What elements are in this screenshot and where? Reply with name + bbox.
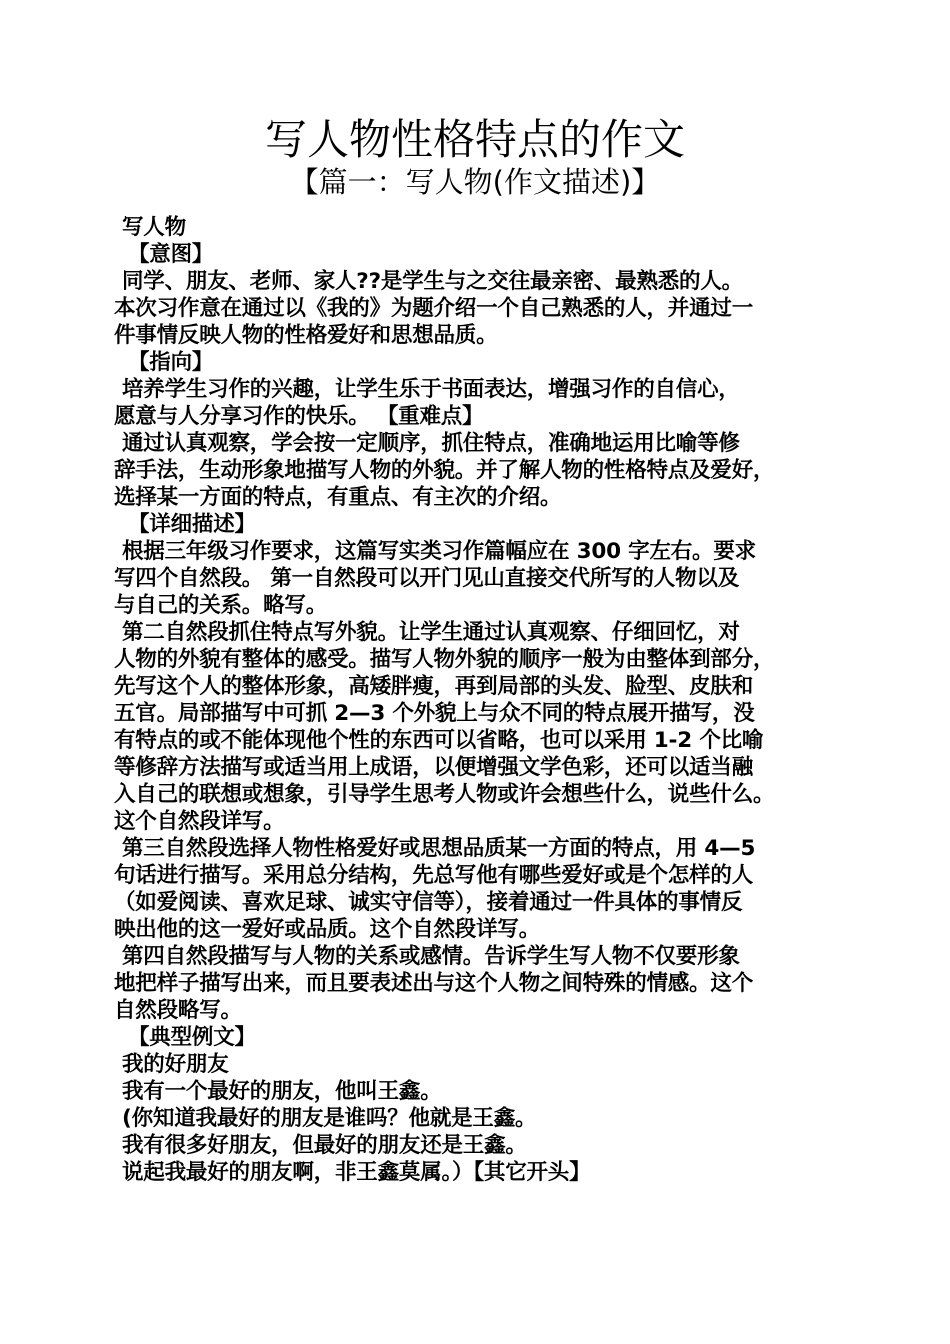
example-title: 我的好朋友 xyxy=(122,1052,229,1077)
paragraph-line: 等修辞方法描写或适当用上成语，以便增强文学色彩，还可以适当融 xyxy=(114,755,754,780)
paragraph-line: 这个自然段详写。 xyxy=(114,809,285,834)
paragraph-line: 同学、朋友、老师、家人??是学生与之交往最亲密、最熟悉的人。 xyxy=(122,269,743,294)
document-title: 写人物性格特点的作文 xyxy=(264,115,685,164)
paragraph-line: 本次习作意在通过以《我的》为题介绍一个自己熟悉的人，并通过一 xyxy=(114,296,754,321)
paragraph-line: （如爱阅读、喜欢足球、诚实守信等），接着通过一件具体的事情反 xyxy=(114,890,743,915)
example-line: 我有很多好朋友，但最好的朋友还是王鑫。 xyxy=(122,1133,527,1158)
paragraph-line: 人物的外貌有整体的感受。描写人物外貌的顺序一般为由整体到部分， xyxy=(114,647,775,672)
paragraph-line: 第二自然段抓住特点写外貌。让学生通过认真观察、仔细回忆，对 xyxy=(122,620,740,645)
paragraph-line: 辞手法，生动形象地描写人物的外貌。并了解人物的性格特点及爱好， xyxy=(114,458,775,483)
example-line: 说起我最好的朋友啊，非王鑫莫属。）【其它开头】 xyxy=(122,1160,591,1185)
example-line: (你知道我最好的朋友是谁吗？他就是王鑫。 xyxy=(122,1106,537,1131)
example-line: 我有一个最好的朋友，他叫王鑫。 xyxy=(122,1079,442,1104)
document-subtitle: 【篇一：写人物(作文描述)】 xyxy=(289,165,661,199)
paragraph-line: 件事情反映人物的性格爱好和思想品质。 xyxy=(114,323,498,348)
paragraph-line: 地把样子描写出来，而且要表述出与这个人物之间特殊的情感。这个 xyxy=(114,971,754,996)
heading-line: 写人物 xyxy=(122,215,186,240)
paragraph-line: 入自己的联想或想象，引导学生思考人物或许会想些什么，说些什么。 xyxy=(114,782,775,807)
paragraph-line: 第四自然段描写与人物的关系或感情。告诉学生写人物不仅要形象 xyxy=(122,944,740,969)
paragraph-line: 与自己的关系。略写。 xyxy=(114,593,328,618)
paragraph-line: 自然段略写。 xyxy=(114,998,242,1023)
section-heading: 【指向】 xyxy=(128,350,214,375)
section-heading: 【典型例文】 xyxy=(128,1025,256,1050)
section-heading: 【意图】 xyxy=(128,242,214,267)
section-heading: 【详细描述】 xyxy=(128,512,256,537)
paragraph-line: 映出他的这一爱好或品质。这个自然段详写。 xyxy=(114,917,541,942)
paragraph-line: 写四个自然段。 第一自然段可以开门见山直接交代所写的人物以及 xyxy=(114,566,739,591)
paragraph-line: 有特点的或不能体现他个性的东西可以省略，也可以采用 1-2 个比喻 xyxy=(114,728,764,753)
paragraph-line: 愿意与人分享习作的快乐。 【重难点】 xyxy=(114,404,484,429)
paragraph-line: 句话进行描写。采用总分结构，先总写他有哪些爱好或是个怎样的人 xyxy=(114,863,754,888)
paragraph-line: 第三自然段选择人物性格爱好或思想品质某一方面的特点，用 4—5 xyxy=(122,836,756,861)
paragraph-line: 培养学生习作的兴趣，让学生乐于书面表达，增强习作的自信心， xyxy=(122,377,740,402)
paragraph-line: 根据三年级习作要求，这篇写实类习作篇幅应在 300 字左右。要求 xyxy=(122,539,756,564)
paragraph-line: 选择某一方面的特点，有重点、有主次的介绍。 xyxy=(114,485,562,510)
document-body xyxy=(114,214,854,1186)
paragraph-line: 五官。局部描写中可抓 2—3 个外貌上与众不同的特点展开描写，没 xyxy=(114,701,755,726)
paragraph-line: 通过认真观察，学会按一定顺序，抓住特点，准确地运用比喻等修 xyxy=(122,431,740,456)
paragraph-line: 先写这个人的整体形象，高矮胖瘦，再到局部的头发、脸型、皮肤和 xyxy=(114,674,754,699)
